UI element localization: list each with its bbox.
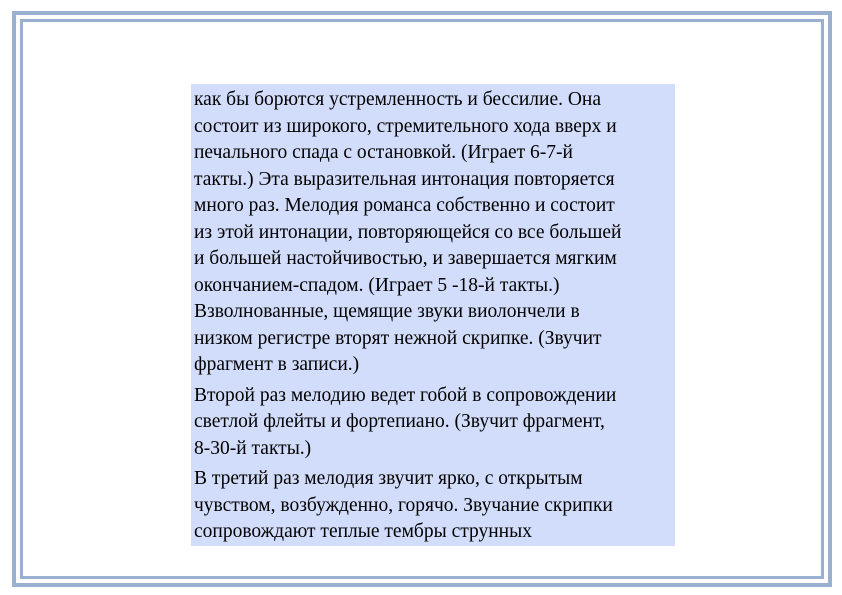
paragraph-line: печального спада с остановкой. (Играет 6-7-й [194,142,573,163]
paragraph-line: из этой интонации, повторяющейся со все большей [194,221,622,243]
paragraph-line: 8-30-й такты.) [194,437,312,459]
paragraph-line: состоит из широкого, стремительного хода вверх и [194,115,617,137]
paragraph-line: как бы борются устремленность и бессилие. Она [194,89,602,110]
paragraph-line: низком регистре вторят нежной скрипке. (Звучит [194,327,602,349]
paragraph-line: много раз. Мелодия романса собственно и состоит [194,195,615,216]
paragraph-line: и большей настойчивостью, и завершается мягким [194,248,617,269]
paragraph-line: фрагмент в записи.) [194,354,360,375]
text-content-box [191,84,675,546]
paragraph-line: Взволнованные, щемящие звуки виолончели в [194,301,580,322]
paragraph-line: В третий раз мелодия звучит ярко, с открытым [194,468,583,489]
paragraph-line: окончанием-спадом. (Играет 5 -18-й такты.) [194,274,560,296]
paragraph-3 [194,466,669,546]
paragraph-2 [194,383,669,463]
paragraph-line: Второй раз мелодию ведет гобой в сопровождении [194,384,617,406]
paragraph-line: светлой флейты и фортепиано. (Звучит фрагмент, [194,411,605,432]
paragraph-1 [194,87,669,379]
paragraph-line: такты.) Эта выразительная интонация повторяется [194,168,615,190]
paragraph-line: сопровождают теплые тембры струнных [194,521,532,542]
paragraph-line: чувством, возбужденно, горячо. Звучание скрипки [194,494,613,516]
